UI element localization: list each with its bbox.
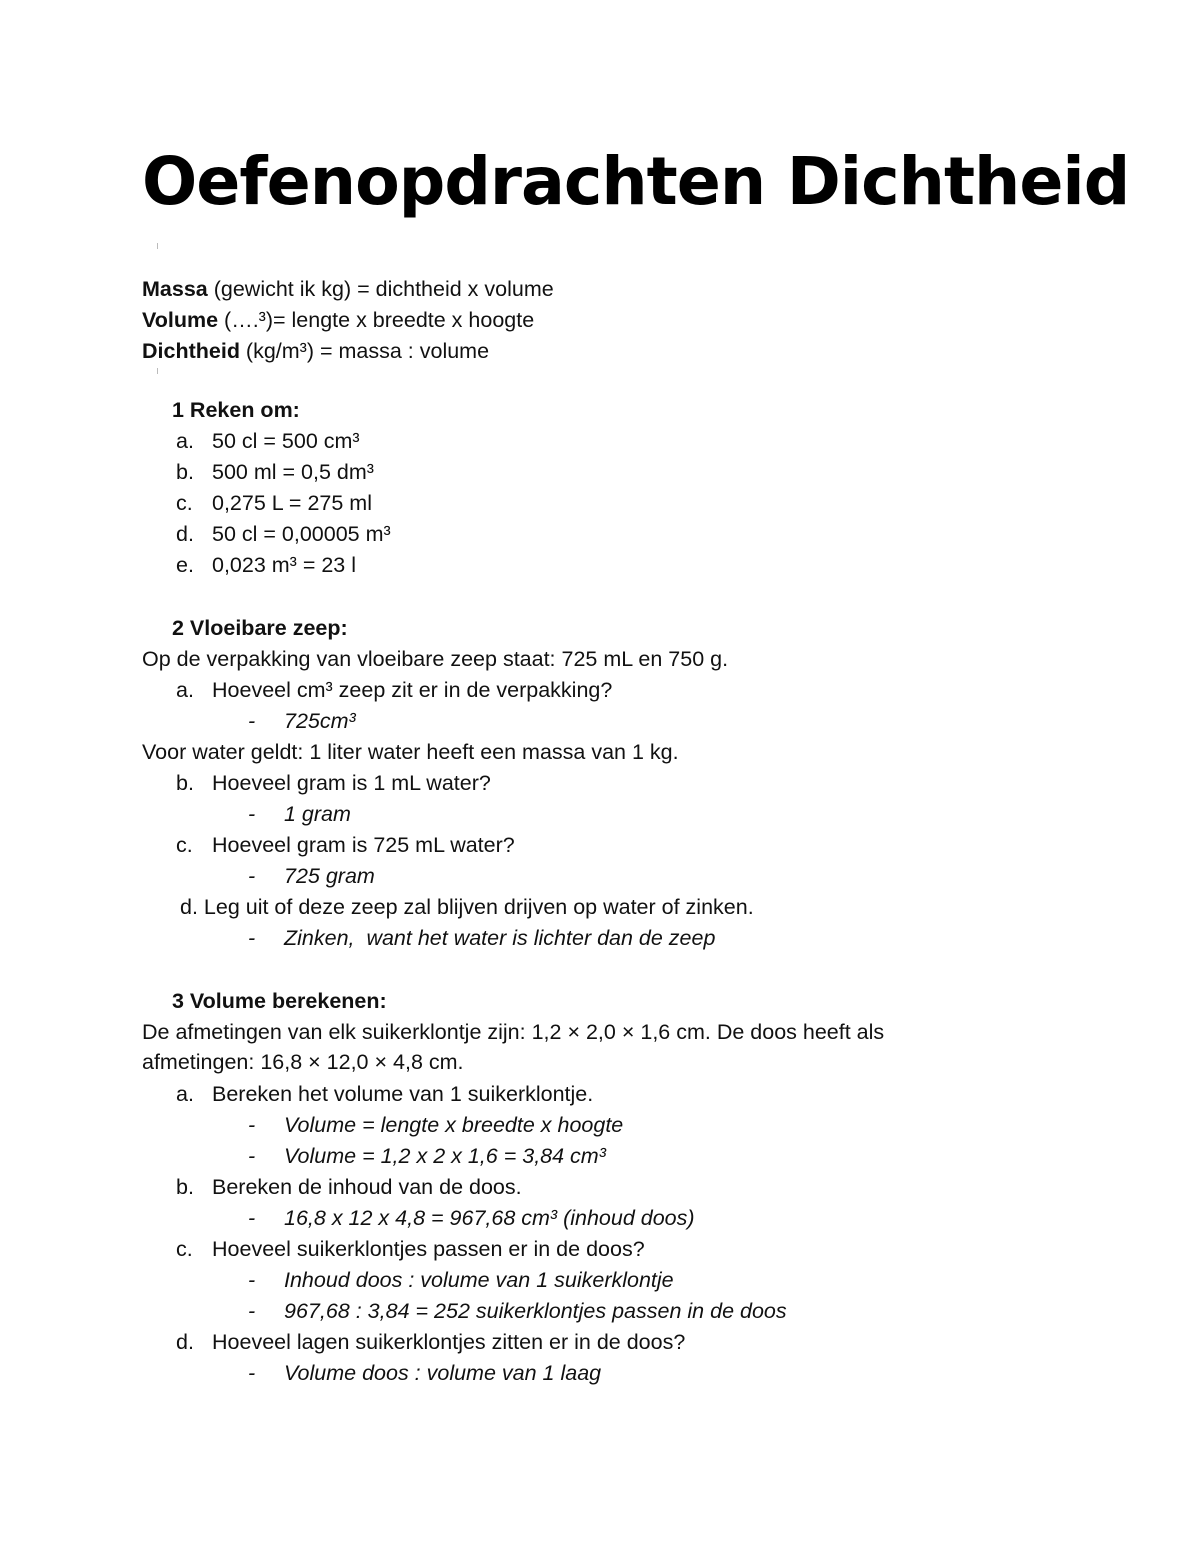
question: d. Leg uit of deze zeep zal blijven drijven op water of zinken. <box>180 895 754 919</box>
answer-text: Zinken, want het water is lichter dan de zeep <box>284 926 716 950</box>
answer-text: 725 gram <box>284 864 375 888</box>
section-heading-2: 2 Vloeibare zeep: <box>172 616 348 640</box>
answer <box>248 707 356 735</box>
question-text: Hoeveel suikerklontjes passen er in de doos? <box>212 1237 645 1261</box>
answer <box>248 1297 787 1325</box>
answer-text: Volume = lengte x breedte x hoogte <box>284 1113 624 1137</box>
formula-term: Volume <box>142 308 219 332</box>
formula-term: Dichtheid <box>142 339 240 363</box>
formula-dichtheid <box>142 337 489 365</box>
list-marker: a. <box>176 678 194 702</box>
list-marker: b. <box>176 771 194 795</box>
question-text: Hoeveel cm³ zeep zit er in de verpakking? <box>212 678 613 702</box>
formula-text: (gewicht ik kg) = dichtheid x volume <box>207 277 554 301</box>
paragraph: Voor water geldt: 1 liter water heeft een massa van 1 kg. <box>142 740 679 764</box>
dash-bullet: - <box>248 926 256 950</box>
list-item-text: 50 cl = 0,00005 m³ <box>212 522 391 546</box>
list-marker: b. <box>176 1175 194 1199</box>
list-item-text: 500 ml = 0,5 dm³ <box>212 460 374 484</box>
paragraph: De afmetingen van elk suikerklontje zijn: 1,2 × 2,0 × 1,6 cm. De doos heeft als <box>142 1020 885 1044</box>
answer <box>248 1359 601 1387</box>
answer <box>248 1142 606 1170</box>
dash-bullet: - <box>248 1268 256 1292</box>
list-marker: a. <box>176 1082 194 1106</box>
answer-text: 967,68 : 3,84 = 252 suikerklontjes passen in de doos <box>284 1299 787 1323</box>
list-item <box>176 427 360 455</box>
question <box>176 1173 522 1201</box>
list-marker: a. <box>176 429 194 453</box>
section-heading-1: 1 Reken om: <box>172 398 300 422</box>
dash-bullet: - <box>248 864 256 888</box>
list-marker: d. <box>176 1330 194 1354</box>
list-item-text: 50 cl = 500 cm³ <box>212 429 360 453</box>
section-heading-3: 3 Volume berekenen: <box>172 989 387 1013</box>
page-title: Oefenopdrachten Dichtheid <box>142 143 1130 220</box>
question-text: Bereken de inhoud van de doos. <box>212 1175 522 1199</box>
list-item <box>176 551 356 579</box>
dash-bullet: - <box>248 1144 256 1168</box>
question-text: Hoeveel lagen suikerklontjes zitten er in de doos? <box>212 1330 686 1354</box>
question <box>176 1235 645 1263</box>
list-item <box>176 458 374 486</box>
list-marker: c. <box>176 833 193 857</box>
dash-bullet: - <box>248 1113 256 1137</box>
list-item <box>176 520 391 548</box>
empty-paragraph-mark <box>157 368 158 374</box>
answer-text: 725cm³ <box>284 709 356 733</box>
answer <box>248 1204 695 1232</box>
formula-term: Massa <box>142 277 208 301</box>
list-marker: c. <box>176 1237 193 1261</box>
answer-text: Volume doos : volume van 1 laag <box>284 1361 602 1385</box>
answer <box>248 1111 623 1139</box>
answer <box>248 1266 674 1294</box>
dash-bullet: - <box>248 709 256 733</box>
paragraph: afmetingen: 16,8 × 12,0 × 4,8 cm. <box>142 1050 464 1074</box>
list-marker: e. <box>176 553 194 577</box>
question <box>176 769 491 797</box>
list-item <box>176 489 372 517</box>
answer-text: 16,8 x 12 x 4,8 = 967,68 cm³ (inhoud doos) <box>284 1206 695 1230</box>
question <box>176 1080 593 1108</box>
dash-bullet: - <box>248 1206 256 1230</box>
list-item-text: 0,023 m³ = 23 l <box>212 553 357 577</box>
dash-bullet: - <box>248 1361 256 1385</box>
answer-text: Volume = 1,2 x 2 x 1,6 = 3,84 cm³ <box>284 1144 606 1168</box>
dash-bullet: - <box>248 1299 256 1323</box>
question-text: Bereken het volume van 1 suikerklontje. <box>212 1082 594 1106</box>
list-item-text: 0,275 L = 275 ml <box>212 491 372 515</box>
question <box>176 831 515 859</box>
question-text: Hoeveel gram is 1 mL water? <box>212 771 491 795</box>
list-marker: c. <box>176 491 193 515</box>
answer <box>248 862 375 890</box>
list-marker: d. <box>176 522 194 546</box>
empty-paragraph-mark <box>157 243 158 249</box>
question <box>176 1328 685 1356</box>
paragraph: Op de verpakking van vloeibare zeep staat: 725 mL en 750 g. <box>142 647 729 671</box>
formula-text: (….³)= lengte x breedte x hoogte <box>218 308 535 332</box>
formula-massa <box>142 275 554 303</box>
answer <box>248 924 715 952</box>
answer-text: 1 gram <box>284 802 351 826</box>
question-text: Hoeveel gram is 725 mL water? <box>212 833 515 857</box>
question <box>176 676 612 704</box>
formula-volume <box>142 306 534 334</box>
list-marker: b. <box>176 460 194 484</box>
answer <box>248 800 351 828</box>
formula-text: (kg/m³) = massa : volume <box>239 339 490 363</box>
dash-bullet: - <box>248 802 256 826</box>
answer-text: Inhoud doos : volume van 1 suikerklontje <box>284 1268 674 1292</box>
